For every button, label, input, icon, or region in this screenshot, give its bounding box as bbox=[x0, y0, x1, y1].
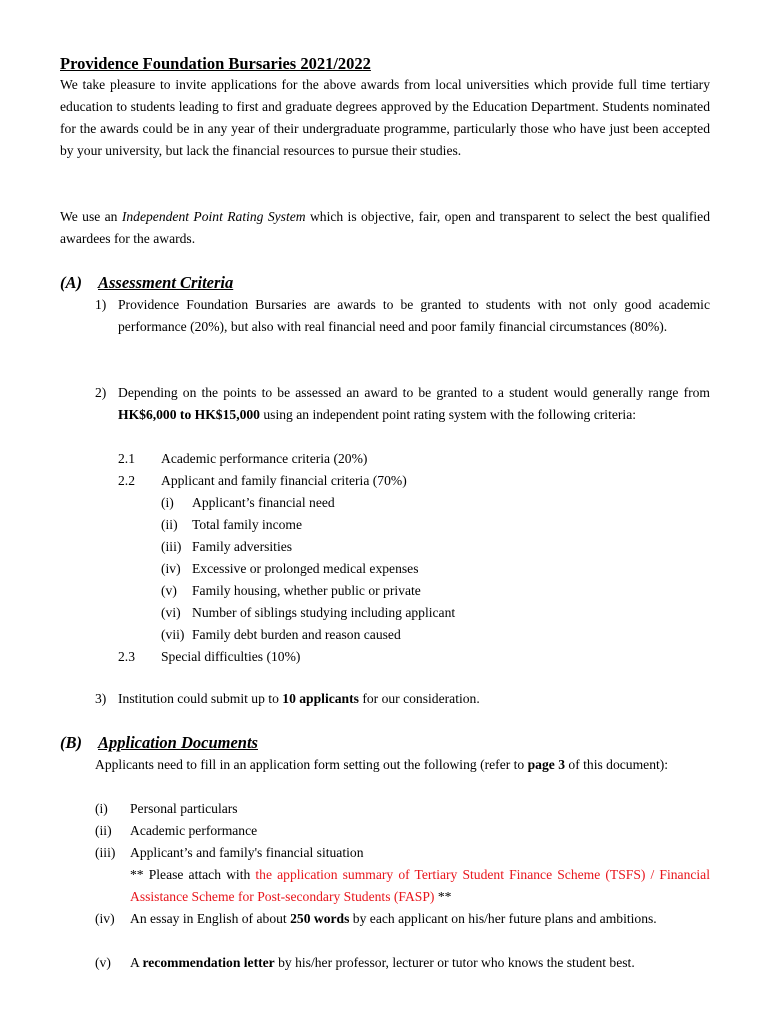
document-item-ii bbox=[95, 820, 710, 842]
document-item-number: (iv) bbox=[95, 911, 115, 926]
sub-criteria-text: Academic performance criteria (20%) bbox=[161, 451, 368, 466]
financial-situation-label: Applicant’s and family's financial situation bbox=[130, 845, 364, 860]
sub-criteria-number: 2.1 bbox=[118, 451, 135, 466]
factor-item bbox=[161, 558, 419, 580]
factor-text: Family debt burden and reason caused bbox=[192, 627, 401, 642]
criteria-item-3-text bbox=[118, 688, 710, 710]
factor-text: Number of siblings studying including applicant bbox=[192, 605, 456, 620]
recommendation-before: A bbox=[130, 955, 143, 970]
criteria-item-1 bbox=[95, 294, 710, 338]
sub-criteria-text: Applicant and family financial criteria (70%) bbox=[161, 473, 407, 488]
document-item-text bbox=[130, 952, 710, 974]
document-item-v bbox=[95, 952, 710, 974]
document-item-iii bbox=[95, 842, 710, 908]
section-a-letter: (A) bbox=[60, 273, 82, 292]
factor-text: Family housing, whether public or private bbox=[192, 583, 421, 598]
factor-text: Family adversities bbox=[192, 539, 293, 554]
document-item-number: (i) bbox=[95, 801, 108, 816]
factor-item bbox=[161, 580, 421, 602]
essay-word-count: 250 words bbox=[290, 911, 350, 926]
criteria-item-1-number: 1) bbox=[95, 297, 107, 312]
criteria-item-3-before: Institution could submit up to bbox=[118, 691, 283, 706]
criteria-item-3-number: 3) bbox=[95, 691, 107, 706]
sub-criteria-text: Special difficulties (10%) bbox=[161, 649, 301, 664]
factor-item bbox=[161, 514, 302, 536]
section-b-heading bbox=[60, 732, 258, 754]
document-item-text bbox=[130, 908, 710, 930]
documents-intro-after: of this document): bbox=[565, 757, 669, 772]
document-title: Providence Foundation Bursaries 2021/2022 bbox=[60, 54, 371, 73]
attachment-note-before: ** Please attach with bbox=[130, 867, 256, 882]
document-item-iv bbox=[95, 908, 710, 930]
document-item-text: Academic performance bbox=[130, 823, 258, 838]
document-item-text bbox=[130, 842, 710, 908]
award-range: HK$6,000 to HK$15,000 bbox=[118, 407, 260, 422]
factor-text: Total family income bbox=[192, 517, 303, 532]
factor-number: (v) bbox=[161, 583, 177, 598]
criteria-item-2 bbox=[95, 382, 710, 426]
recommendation-letter: recommendation letter bbox=[142, 955, 275, 970]
document-item-text: Personal particulars bbox=[130, 801, 238, 816]
document-item-number: (iii) bbox=[95, 845, 116, 860]
section-a-title: Assessment Criteria bbox=[98, 273, 234, 292]
criteria-item-3-after: for our consideration. bbox=[358, 691, 480, 706]
tsfs-fasp-requirement: the application summary of Tertiary Student Finance Scheme (TSFS) / Financial Assistance Scheme for Post-secondary Students (FASP) bbox=[130, 867, 710, 904]
rating-text-after: which is objective, fair, open and transparent to select the best qualified awardees for the awards. bbox=[60, 209, 711, 246]
sub-criteria-number: 2.2 bbox=[118, 473, 135, 488]
applicant-limit: 10 applicants bbox=[282, 691, 359, 706]
document-item-i bbox=[95, 798, 710, 820]
section-b-letter: (B) bbox=[60, 733, 82, 752]
recommendation-after: by his/her professor, lecturer or tutor who knows the student best. bbox=[274, 955, 635, 970]
factor-text: Applicant’s financial need bbox=[192, 495, 335, 510]
sub-criteria-2-2 bbox=[118, 470, 407, 492]
intro-paragraph: We take pleasure to invite applications for the above awards from local universities which provide full time tertiary education to students leading to first and graduate degrees approved by the Education Department. Students nominated for the awards could be in any year of their undergraduate programme, particularly those who have just been accepted by your university, but lack the financial resources to pursue their studies. bbox=[60, 77, 710, 158]
rating-system-paragraph bbox=[60, 206, 710, 250]
factor-number: (i) bbox=[161, 495, 174, 510]
attachment-note bbox=[130, 864, 710, 908]
attachment-note-after: ** bbox=[434, 889, 452, 904]
document-item-number: (v) bbox=[95, 955, 111, 970]
document-item-number: (ii) bbox=[95, 823, 112, 838]
sub-criteria-number: 2.3 bbox=[118, 649, 135, 664]
factor-text: Excessive or prolonged medical expenses bbox=[192, 561, 419, 576]
criteria-item-2-number: 2) bbox=[95, 385, 107, 400]
criteria-item-2-text bbox=[118, 382, 710, 426]
factor-number: (vi) bbox=[161, 605, 181, 620]
section-b-title: Application Documents bbox=[98, 733, 258, 752]
essay-after: by each applicant on his/her future plans and ambitions. bbox=[349, 911, 657, 926]
sub-criteria-2-3 bbox=[118, 646, 300, 668]
criteria-item-2-before: Depending on the points to be assessed an award to be granted to a student would generally range from bbox=[118, 385, 710, 400]
factor-number: (ii) bbox=[161, 517, 178, 532]
criteria-item-2-after: using an independent point rating system with the following criteria: bbox=[259, 407, 637, 422]
criteria-item-3 bbox=[95, 688, 710, 710]
essay-before: An essay in English of about bbox=[130, 911, 291, 926]
criteria-item-1-text: Providence Foundation Bursaries are awards to be granted to students with not only good academic performance (20%), but also with real financial need and poor family financial circumstances (80%). bbox=[118, 297, 710, 334]
factor-number: (iii) bbox=[161, 539, 182, 554]
section-a-heading bbox=[60, 272, 233, 294]
factor-item bbox=[161, 492, 335, 514]
documents-intro-before: Applicants need to fill in an application form setting out the following (refer to bbox=[95, 757, 528, 772]
sub-criteria-2-1 bbox=[118, 448, 367, 470]
factor-item bbox=[161, 624, 401, 646]
page-reference: page 3 bbox=[527, 757, 566, 772]
rating-text-before: We use an bbox=[60, 209, 122, 224]
factor-item bbox=[161, 602, 455, 624]
factor-item bbox=[161, 536, 292, 558]
documents-intro bbox=[95, 754, 710, 776]
factor-number: (iv) bbox=[161, 561, 181, 576]
factor-number: (vii) bbox=[161, 627, 185, 642]
rating-system-emphasis: Independent Point Rating System bbox=[121, 209, 306, 224]
